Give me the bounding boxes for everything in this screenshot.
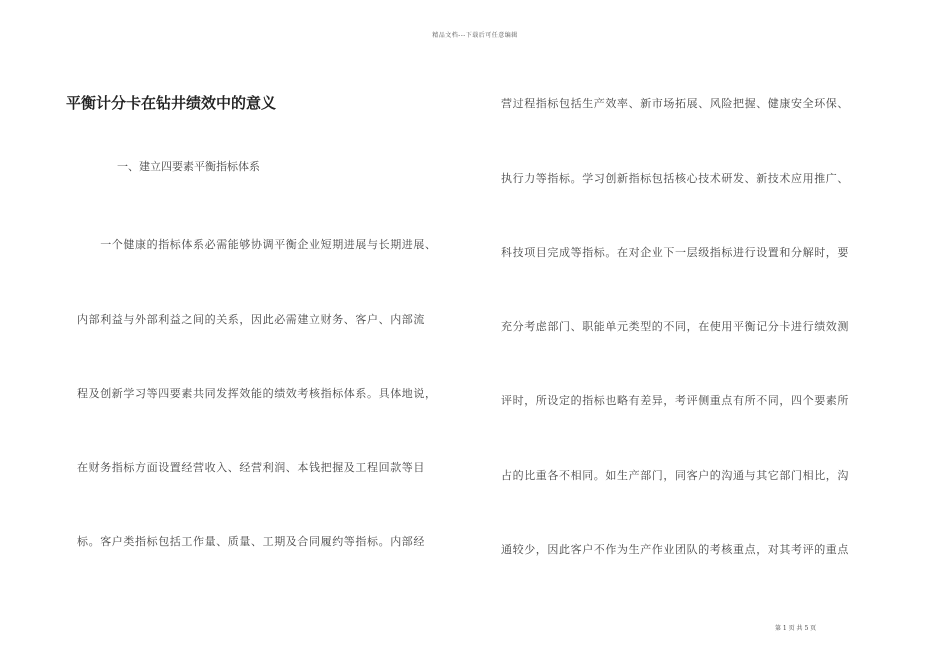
body-line: 标。客户类指标包括工作量、质量、工期及合同履约等指标。内部经 — [77, 535, 425, 548]
body-line: 充分考虑部门、职能单元类型的不同，在使用平衡记分卡进行绩效测 — [501, 320, 849, 333]
page-number: 第 1 页 共 5 页 — [775, 625, 817, 632]
body-line: 评时，所设定的指标也略有差异，考评侧重点有所不同，四个要素所 — [501, 394, 849, 407]
body-line: 科技项目完成等指标。在对企业下一层级指标进行设置和分解时，要 — [501, 246, 849, 259]
body-line: 执行力等指标。学习创新指标包括核心技术研发、新技术应用推广、 — [501, 172, 849, 185]
body-line: 占的比重各不相同。如生产部门，同客户的沟通与其它部门相比，沟 — [501, 469, 849, 482]
body-line: 通较少，因此客户不作为生产作业团队的考核重点，对其考评的重点 — [501, 543, 849, 556]
page-header: 精品文档---下载后可任意编辑 — [432, 32, 518, 39]
body-line: 营过程指标包括生产效率、新市场拓展、风险把握、健康安全环保、 — [501, 97, 849, 110]
body-line: 程及创新学习等四要素共同发挥效能的绩效考核指标体系。具体地说， — [77, 387, 437, 400]
document-title: 平衡计分卡在钻井绩效中的意义 — [66, 94, 277, 112]
body-line: 在财务指标方面设置经营收入、经营利润、本钱把握及工程回款等目 — [77, 461, 425, 474]
body-line: 一个健康的指标体系必需能够协调平衡企业短期进展与长期进展、 — [77, 238, 437, 251]
section-heading: 一、建立四要素平衡指标体系 — [117, 160, 260, 173]
body-line: 内部利益与外部利益之间的关系，因此必需建立财务、客户、内部流 — [77, 313, 425, 326]
